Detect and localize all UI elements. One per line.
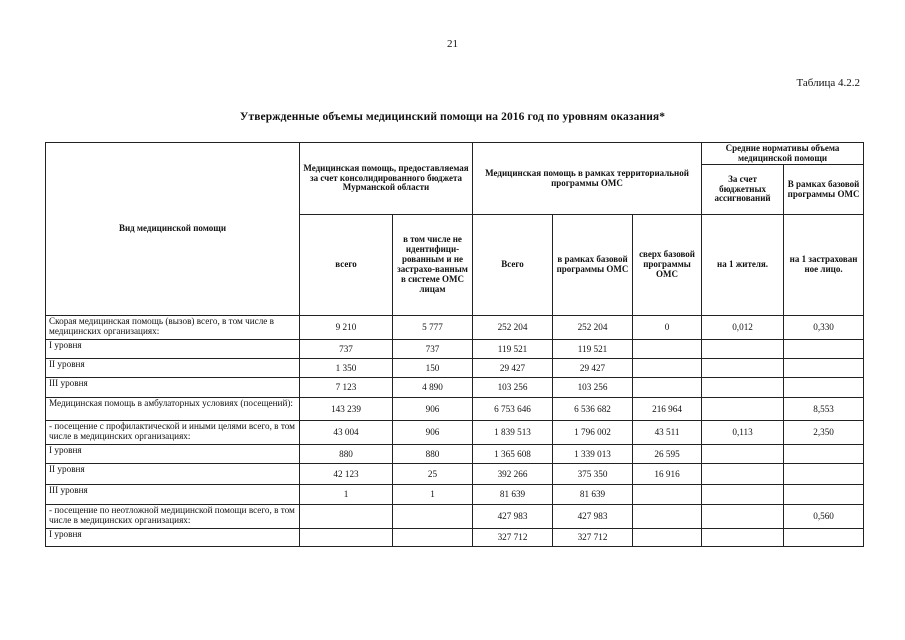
row-name: Медицинская помощь в амбулаторных условиях (посещений): bbox=[46, 398, 300, 421]
row-name: III уровня bbox=[46, 485, 300, 505]
cell-c7: 8,553 bbox=[784, 398, 864, 421]
row-name: - посещение по неотложной медицинской помощи всего, в том числе в медицинских организациях: bbox=[46, 505, 300, 529]
cell-c2 bbox=[393, 529, 473, 547]
cell-c6: 0,012 bbox=[702, 316, 784, 340]
cell-c7 bbox=[784, 464, 864, 485]
cell-c1: 7 123 bbox=[300, 378, 393, 398]
cell-c5 bbox=[633, 340, 702, 359]
cell-c3: 103 256 bbox=[473, 378, 553, 398]
cell-c3: 119 521 bbox=[473, 340, 553, 359]
cell-c4: 427 983 bbox=[553, 505, 633, 529]
header-total-upper: Всего bbox=[473, 215, 553, 316]
cell-c5 bbox=[633, 485, 702, 505]
cell-c6 bbox=[702, 485, 784, 505]
table-row bbox=[46, 378, 864, 398]
cell-c2: 1 bbox=[393, 485, 473, 505]
cell-c7 bbox=[784, 529, 864, 547]
page-number: 21 bbox=[447, 38, 458, 50]
table-row bbox=[46, 445, 864, 464]
cell-c4: 375 350 bbox=[553, 464, 633, 485]
table-row bbox=[46, 316, 864, 340]
cell-c1: 880 bbox=[300, 445, 393, 464]
cell-c5 bbox=[633, 378, 702, 398]
header-kind: Вид медицинской помощи bbox=[46, 143, 300, 316]
cell-c3: 1 839 513 bbox=[473, 421, 553, 445]
cell-c5: 26 595 bbox=[633, 445, 702, 464]
cell-c3: 1 365 608 bbox=[473, 445, 553, 464]
cell-c4: 119 521 bbox=[553, 340, 633, 359]
table-row bbox=[46, 529, 864, 547]
row-name: - посещение с профилактической и иными целями всего, в том числе в медицинских организациях: bbox=[46, 421, 300, 445]
cell-c4: 1 796 002 bbox=[553, 421, 633, 445]
cell-c5: 216 964 bbox=[633, 398, 702, 421]
cell-c1: 43 004 bbox=[300, 421, 393, 445]
row-name: I уровня bbox=[46, 340, 300, 359]
cell-c4: 252 204 bbox=[553, 316, 633, 340]
cell-c2: 906 bbox=[393, 398, 473, 421]
cell-c6 bbox=[702, 398, 784, 421]
cell-c5 bbox=[633, 359, 702, 378]
cell-c3: 81 639 bbox=[473, 485, 553, 505]
table-row bbox=[46, 359, 864, 378]
cell-c6 bbox=[702, 464, 784, 485]
cell-c4: 1 339 013 bbox=[553, 445, 633, 464]
cell-c1 bbox=[300, 505, 393, 529]
header-per-insured: на 1 застрахован ное лицо. bbox=[784, 215, 864, 316]
cell-c7 bbox=[784, 340, 864, 359]
row-name: III уровня bbox=[46, 378, 300, 398]
header-norms: Средние нормативы объема медицинской помощи bbox=[702, 143, 864, 165]
cell-c1: 1 bbox=[300, 485, 393, 505]
header-consolidated: Медицинская помощь, предоставляемая за счет консолидированного бюджета Мурманской области bbox=[300, 143, 473, 215]
cell-c2: 25 bbox=[393, 464, 473, 485]
cell-c2: 4 890 bbox=[393, 378, 473, 398]
cell-c3: 252 204 bbox=[473, 316, 553, 340]
cell-c6 bbox=[702, 505, 784, 529]
header-within-base: в рамках базовой программы ОМС bbox=[553, 215, 633, 316]
cell-c5: 16 916 bbox=[633, 464, 702, 485]
row-name: II уровня bbox=[46, 464, 300, 485]
header-incl-unidentified: в том числе не идентифици-рованным и не застрахо-ванным в системе ОМС лицам bbox=[393, 215, 473, 316]
row-name: I уровня bbox=[46, 529, 300, 547]
header-above-base: сверх базовой программы ОМС bbox=[633, 215, 702, 316]
cell-c1: 1 350 bbox=[300, 359, 393, 378]
table-row bbox=[46, 398, 864, 421]
cell-c2: 880 bbox=[393, 445, 473, 464]
cell-c4: 81 639 bbox=[553, 485, 633, 505]
cell-c1: 737 bbox=[300, 340, 393, 359]
cell-c1: 42 123 bbox=[300, 464, 393, 485]
table-row bbox=[46, 485, 864, 505]
cell-c6 bbox=[702, 378, 784, 398]
cell-c7: 0,330 bbox=[784, 316, 864, 340]
cell-c4: 327 712 bbox=[553, 529, 633, 547]
cell-c3: 427 983 bbox=[473, 505, 553, 529]
cell-c6: 0,113 bbox=[702, 421, 784, 445]
cell-c1 bbox=[300, 529, 393, 547]
header-base-prog: В рамках базовой программы ОМС bbox=[784, 165, 864, 215]
cell-c3: 392 266 bbox=[473, 464, 553, 485]
header-per-resident: на 1 жителя. bbox=[702, 215, 784, 316]
cell-c2 bbox=[393, 505, 473, 529]
cell-c4: 6 536 682 bbox=[553, 398, 633, 421]
cell-c4: 103 256 bbox=[553, 378, 633, 398]
volumes-table bbox=[45, 142, 864, 547]
cell-c5 bbox=[633, 505, 702, 529]
document-title: Утвержденные объемы медицинский помощи на 2016 год по уровням оказания* bbox=[239, 111, 666, 123]
table-row bbox=[46, 340, 864, 359]
cell-c5: 0 bbox=[633, 316, 702, 340]
cell-c3: 327 712 bbox=[473, 529, 553, 547]
cell-c3: 6 753 646 bbox=[473, 398, 553, 421]
cell-c2: 737 bbox=[393, 340, 473, 359]
cell-c7 bbox=[784, 445, 864, 464]
cell-c3: 29 427 bbox=[473, 359, 553, 378]
cell-c6 bbox=[702, 340, 784, 359]
row-name: I уровня bbox=[46, 445, 300, 464]
row-name: II уровня bbox=[46, 359, 300, 378]
cell-c2: 906 bbox=[393, 421, 473, 445]
cell-c7 bbox=[784, 359, 864, 378]
table-row bbox=[46, 421, 864, 445]
cell-c5: 43 511 bbox=[633, 421, 702, 445]
cell-c1: 9 210 bbox=[300, 316, 393, 340]
header-total-lower: всего bbox=[300, 215, 393, 316]
table-header bbox=[46, 143, 864, 316]
cell-c5 bbox=[633, 529, 702, 547]
row-name: Скорая медицинская помощь (вызов) всего, в том числе в медицинских организациях: bbox=[46, 316, 300, 340]
cell-c1: 143 239 bbox=[300, 398, 393, 421]
cell-c2: 150 bbox=[393, 359, 473, 378]
table-row bbox=[46, 505, 864, 529]
cell-c7 bbox=[784, 485, 864, 505]
cell-c4: 29 427 bbox=[553, 359, 633, 378]
header-oms: Медицинская помощь в рамках территориальной программы ОМС bbox=[473, 143, 702, 215]
cell-c2: 5 777 bbox=[393, 316, 473, 340]
table-label: Таблица 4.2.2 bbox=[796, 77, 860, 89]
cell-c6 bbox=[702, 445, 784, 464]
header-budget-alloc: За счет бюджетных ассигнований bbox=[702, 165, 784, 215]
cell-c7 bbox=[784, 378, 864, 398]
cell-c7: 2,350 bbox=[784, 421, 864, 445]
cell-c6 bbox=[702, 359, 784, 378]
table-body bbox=[46, 316, 864, 547]
cell-c7: 0,560 bbox=[784, 505, 864, 529]
cell-c6 bbox=[702, 529, 784, 547]
table-row bbox=[46, 464, 864, 485]
